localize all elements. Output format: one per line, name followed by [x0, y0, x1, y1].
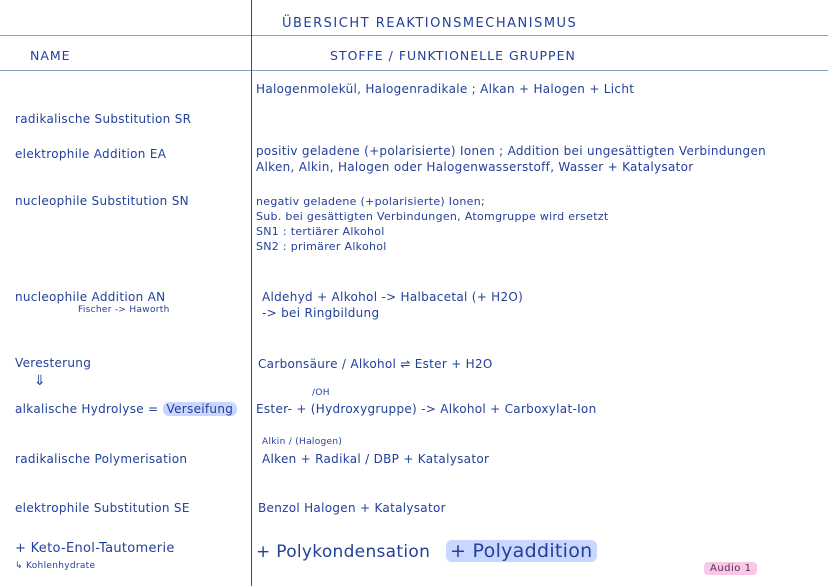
row-content-veresterung: Carbonsäure / Alkohol ⇌ Ester + H2O — [258, 357, 493, 371]
row-content-sr: Halogenmolekül, Halogenradikale ; Alkan + Halogen + Licht — [256, 82, 635, 96]
row-name-tautomerie: + Keto-Enol-Tautomerie — [15, 541, 175, 556]
row-content-hydrolyse: Ester- + (Hydroxygruppe) -> Alkohol + Carboxylat-Ion — [256, 402, 597, 416]
row-content-sn-1: negativ geladene (+polarisierte) Ionen; — [256, 195, 486, 208]
row-sub-tautomerie: ↳ Kohlenhydrate — [15, 561, 96, 571]
row-name-ea: elektrophile Addition EA — [15, 147, 167, 161]
row-content-polymerisation: Alken + Radikal / DBP + Katalysator — [262, 452, 490, 466]
row-annotation-polymerisation: Alkin / (Halogen) — [262, 437, 343, 447]
polyaddition-highlight: + Polyaddition — [446, 540, 597, 562]
header-underline — [0, 70, 828, 71]
row-name-polymerisation: radikalische Polymerisation — [15, 452, 188, 466]
row-content-an-1: Aldehyd + Alkohol -> Halbacetal (+ H2O) — [262, 290, 524, 304]
page-title: ÜBERSICHT REAKTIONSMECHANISMUS — [282, 16, 578, 31]
audio-badge[interactable]: Audio 1 — [704, 562, 757, 575]
title-underline — [0, 35, 828, 36]
row-sub-an: Fischer -> Haworth — [78, 305, 170, 315]
row-content-an-2: -> bei Ringbildung — [262, 306, 380, 320]
row-name-sn: nucleophile Substitution SN — [15, 194, 189, 208]
row-content-polyaddition — [446, 540, 597, 562]
verseifung-highlight: Verseifung — [163, 402, 238, 416]
row-content-sn-4: SN2 : primärer Alkohol — [256, 240, 387, 253]
row-name-veresterung: Veresterung — [15, 356, 92, 370]
row-content-se: Benzol Halogen + Katalysator — [258, 501, 446, 515]
header-stoffe: STOFFE / FUNKTIONELLE GRUPPEN — [330, 48, 576, 63]
row-content-ea-2: Alken, Alkin, Halogen oder Halogenwasserstoff, Wasser + Katalysator — [256, 160, 694, 174]
row-name-hydrolyse — [15, 402, 237, 416]
hydrolyse-label: alkalische Hydrolyse = — [15, 402, 159, 416]
row-content-sn-2: Sub. bei gesättigten Verbindungen, Atomgruppe wird ersetzt — [256, 210, 609, 223]
row-name-sr: radikalische Substitution SR — [15, 112, 192, 126]
row-name-se: elektrophile Substitution SE — [15, 501, 190, 515]
header-name: NAME — [30, 48, 71, 63]
row-content-polykondensation: + Polykondensation — [256, 542, 431, 562]
down-arrow: ⇓ — [34, 373, 47, 389]
column-divider — [251, 0, 252, 586]
row-name-an: nucleophile Addition AN — [15, 290, 166, 304]
row-content-ea-1: positiv geladene (+polarisierte) Ionen ; Addition bei ungesättigten Verbindungen — [256, 144, 767, 158]
row-annotation-hydrolyse: /OH — [312, 388, 330, 398]
row-content-sn-3: SN1 : tertiärer Alkohol — [256, 225, 385, 238]
